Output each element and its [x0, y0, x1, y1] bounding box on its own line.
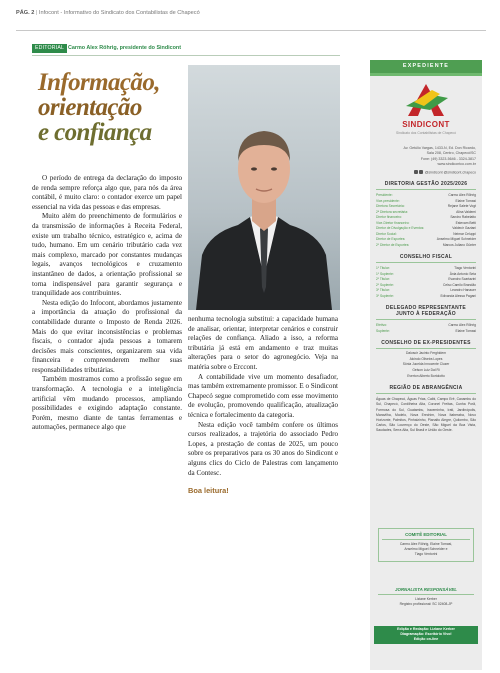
publication-name: Infocont - Informativo do Sindicato dos Contabilistas de Chapecó [38, 10, 200, 16]
logo-icon [370, 76, 482, 120]
federacao-list [370, 320, 482, 334]
header-divider [16, 30, 486, 31]
phone-line: Fone: (49) 3323-5646 - 3324-3817 [420, 156, 476, 161]
diretoria-list [370, 190, 482, 248]
role-label: Diretor de Esportes: [376, 237, 406, 242]
article-paragraph: A contabilidade vive um momento desafiador, mas também extremamente promissor. E o Sindicont Chapecó segue comprometido com esse movimento de evolução, promovendo qualificação, atualização técnica e fortalecimento da categoria. [188, 372, 338, 419]
role-label: Efetivo: [376, 323, 387, 328]
comite-title: COMITÊ EDITORIAL [382, 532, 470, 540]
member-name: Evandro Scartazini [448, 277, 476, 282]
member-name: Ânia Antonio Seta [449, 271, 476, 276]
role-label: 2º Diretor de Esportes: [376, 242, 410, 247]
ex-presidentes-title: CONSELHO DE EX-PRESIDENTES [376, 340, 476, 349]
comite-line: Carmo Alex Röhrig, Elaine Tomasi, [399, 542, 453, 546]
role-label: 3º Suplente: [376, 293, 394, 298]
role-label: 2ª Diretora secretária: [376, 209, 409, 214]
edicao-line: Edição e Redação: Liziane Kerber [397, 627, 455, 631]
page-header: PÁG. 2 | Infocont - Informativo do Sindicato dos Contabilistas de Chapecó [16, 10, 486, 32]
article-column-2 [188, 315, 338, 673]
logo-wordmark: SINDICONT [402, 120, 450, 129]
ex-presidentes-list [370, 349, 482, 379]
article-headline [38, 70, 168, 145]
member-name: Anselmo Miguel Schneider [436, 237, 476, 242]
jornalista-block [378, 587, 474, 607]
address-line: Av. Getúlio Vargas, 1433-N, Ed. Don Ricardo, [403, 146, 476, 150]
fiscal-row [370, 294, 482, 300]
instagram-icon [419, 170, 423, 174]
author-photo [188, 65, 340, 310]
masthead-title: EXPEDIENTE [370, 60, 482, 73]
ex-presidente-name: Everton Alberto Bortolotto [407, 373, 445, 378]
edicao-line: Edição on-line [413, 637, 439, 641]
sindicont-logo [370, 76, 482, 142]
contact-address [370, 142, 482, 168]
headline-line-1: Informação, [38, 69, 160, 96]
member-name: Carmo Alex Röhrig [448, 323, 476, 328]
member-name: Neimar Celuppi [453, 231, 476, 236]
editorial-author: Carmo Alex Röhrig, presidente do Sindicont [68, 45, 182, 51]
role-label: Vice-Diretor financeiro: [376, 220, 410, 225]
social-text: @sindicont @sindicont.chapeco [424, 170, 476, 175]
role-label: Diretor financeiro: [376, 215, 403, 220]
member-name: Carmo Alex Röhrig [448, 193, 476, 198]
member-name: Estevam Betti [455, 220, 476, 225]
jornalista-registro: Registro profissional: SC 02408-JP [399, 602, 453, 606]
article-column-1 [32, 174, 182, 673]
edicao-line: Diagramação: Escritório Vivo! [400, 632, 452, 636]
regiao-text: Águas de Chapecó, Águas Frias, Caibi, Campo Erê, Caxambu do Sul, Chapecó, Cordilheira Alta, Coronel Freitas, Cunha Porã, Formosa do Sul, Guatambu, Iraceminha, Irati, Jardinópolis, Maravilha, Modelo, Nova Erechim, Nova Itaberaba, Novo Horizonte, Palmitos, Pinhalzinho, Planalto Alegre, Quilombo, São Carlos, São Lourenço do Oeste, São Miguel da Boa Vista, Saudades, Serra Alta, Sul Brasil e União do Oeste. [376, 397, 476, 433]
role-label: Diretor de Divulgação e Eventos: [376, 226, 425, 231]
member-name: Tiago Ventorini [454, 266, 476, 271]
closing-line: Boa leitura! [188, 486, 229, 496]
comite-editorial-box [378, 528, 474, 562]
member-name: Edivanda Alessa Pagani [440, 293, 476, 298]
member-name: Marcos Juliano Günter [442, 242, 476, 247]
member-name: Alina Valdemi [456, 209, 476, 214]
ex-presidente-name: Sônia Jucelda Innocente Cluzer [402, 362, 450, 367]
role-label: Vice-presidente: [376, 198, 400, 203]
jornalista-name: Liziane Kerber [415, 597, 437, 601]
member-name: Celso Camilo Brandão [443, 282, 476, 287]
role-label: 1º Suplente: [376, 271, 394, 276]
diretoria-row [370, 243, 482, 249]
editorial-divider [32, 55, 340, 56]
conselho-fiscal-list [370, 263, 482, 299]
portrait-illustration [188, 65, 340, 310]
ex-presidente-name: Dalvacir Jacinto Ferghidem [406, 351, 446, 356]
member-name: Leandro Hanauer [450, 288, 476, 293]
role-label: Diretor Social: [376, 231, 397, 236]
member-name: Valdecir Gaziani [452, 226, 476, 231]
role-label: 2º Suplente: [376, 282, 394, 287]
article-paragraph: Nesta edição do Infocont, abordamos justamente a importância da atuação do profissional da contabilidade durante o Imposto de Renda 2026. Mais do que evitar inconsistências e problemas fiscais, o contador ajuda pessoas a tomarem decisões mais conscientes, organizarem sua vida financeira e compreenderem melhor suas responsabilidades tributárias. [32, 298, 182, 374]
role-label: 3º Titular: [376, 288, 390, 293]
member-name: Elaine Tomasi [455, 328, 476, 333]
social-handles [370, 168, 482, 176]
article-paragraph: Nesta edição você também confere os últimos cursos realizados, a trajetória do associado Pedro Lopes, a prestação de contas de 2025, um pouco sobre os preparativos para os 30 anos do Sindicont e alguns clics do Ciclo de Palestras com lançamento da Contesc. [188, 420, 338, 477]
headline-line-2: orientação [38, 94, 142, 121]
role-label: 2º Titular: [376, 277, 390, 282]
comite-line: Tiago Ventorini [414, 552, 438, 556]
edicao-credits [374, 626, 478, 644]
article-paragraph: Também mostramos como a profissão segue em transformação. A tecnologia e a inteligência artificial vêm mudando processos, ampliando possibilidades e exigindo adaptação constante. Porém, mesmo diante de tantas ferramentas e automações, permanece algo que [32, 375, 182, 432]
ex-presidente-name: Gelson Luiz Dal Ri [412, 367, 440, 372]
page-number: PÁG. 2 [16, 10, 35, 16]
facebook-icon [414, 170, 418, 174]
article-paragraph: nenhuma tecnologia substitui: a capacidade humana de analisar, orientar, interpretar cenários e construir relações de confiança. Aliado a isso, a reforma tributária já está em andamento e traz muitas alterações para o setor do agronegócio. Veja na matéria sobre o Erccont. [188, 315, 338, 371]
member-name: Elaine Tomasi [455, 198, 476, 203]
address-line: Sala 208, Centro, Chapecó/SC [426, 151, 476, 156]
diretoria-title: DIRETORIA GESTÃO 2025/2026 [376, 181, 476, 190]
role-label: Presidente: [376, 193, 393, 198]
logo-subtitle: Sindicato dos Contabilistas de Chapecó [396, 131, 456, 135]
member-name: Sandro Rabelatto [450, 215, 476, 220]
regiao-title: REGIÃO DE ABRANGÊNCIA [376, 385, 476, 394]
website-line: www.sindicontco.com.br [437, 162, 476, 167]
conselho-fiscal-title: CONSELHO FISCAL [376, 254, 476, 263]
role-label: Diretora Secretária: [376, 204, 405, 209]
federacao-title: DELEGADO REPRESENTANTE JUNTO À FEDERAÇÃO [376, 305, 476, 320]
masthead-sidebar [370, 60, 482, 670]
comite-line: Anselmo Miguel Schneider e [404, 547, 448, 551]
jornalista-title: JORNALISTA RESPONSÁVEL [378, 587, 474, 595]
section-label: EDITORIAL [32, 44, 67, 53]
role-label: 1º Titular: [376, 266, 390, 271]
article-paragraph: O período de entrega da declaração do imposto de renda sempre reforça algo que, para nós da área contábil, é muito claro: o contador exerce um papel essencial na vida das pessoas e das empresas. [32, 174, 182, 211]
member-name: Rejane Salete Vogt [447, 204, 476, 209]
role-label: Suplente: [376, 328, 390, 333]
article-paragraph: Muito além do preenchimento de formulários e da transmissão de informações à Receita Federal, existe um trabalho técnico, estratégico e, acima de tudo, humano. Em um cenário tributário cada vez mais complexo, marcado por constantes mudanças legais, avanços tecnológicos e cruzamento instantâneo de dados, a orientação profissional se torna indispensável para garantir segurança e tranquilidade aos contribuintes. [32, 212, 182, 298]
headline-line-3: e confiança [38, 119, 152, 146]
ex-presidente-name: Alcindo Oliveira Lopes [409, 356, 443, 361]
federacao-row [370, 329, 482, 335]
